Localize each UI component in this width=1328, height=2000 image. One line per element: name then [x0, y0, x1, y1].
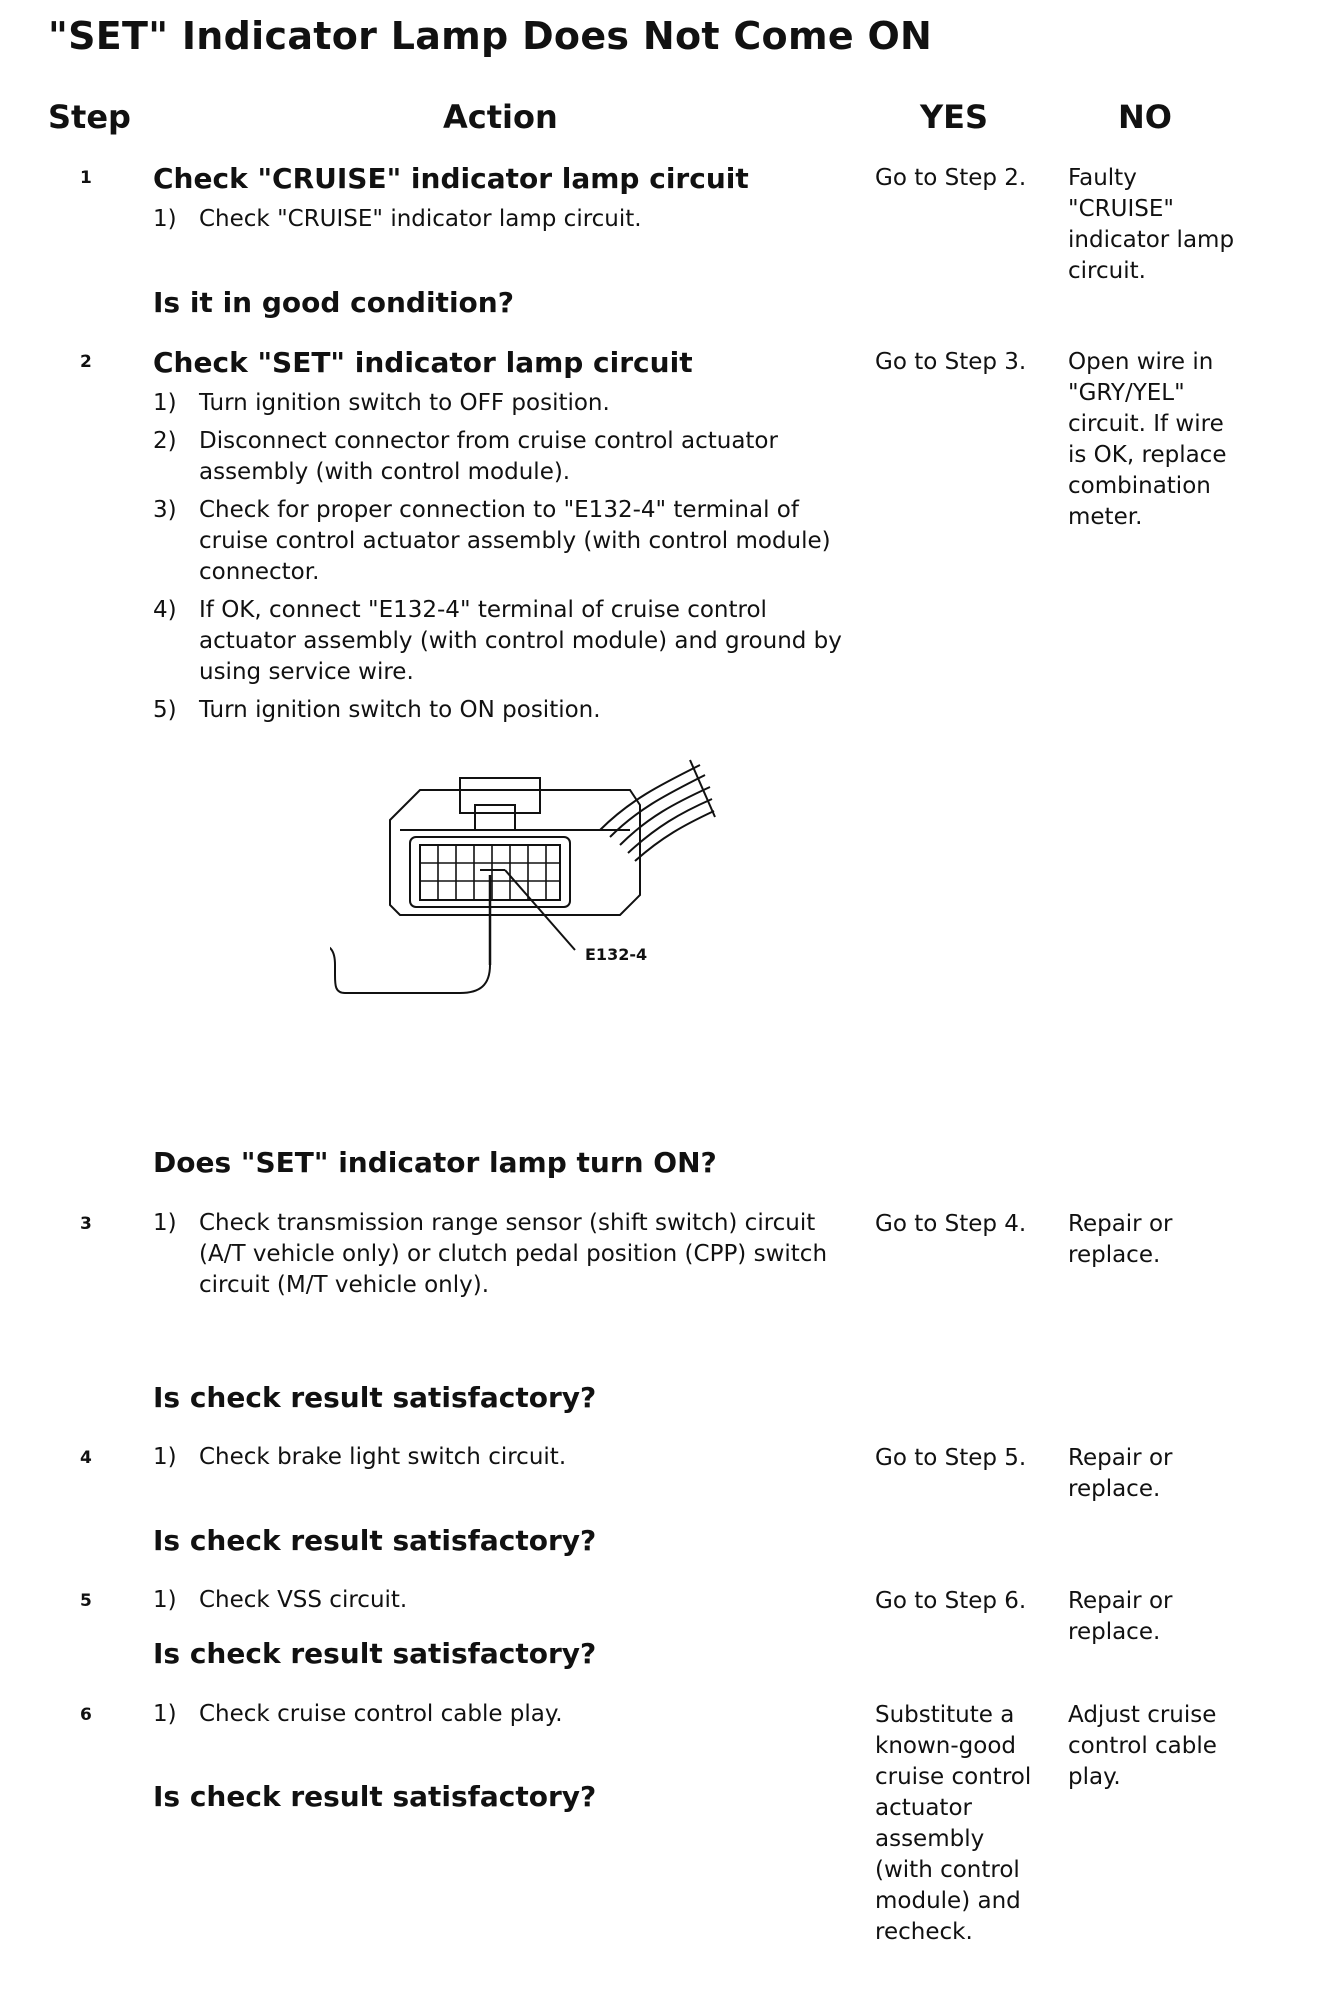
action-item: 1) Check VSS circuit. [153, 1587, 408, 1613]
action-list [153, 388, 843, 733]
terminal-label: E132-4 [585, 945, 648, 964]
no-cell: Repair or replace. [1068, 1588, 1173, 1645]
action-item: 1) Check brake light switch circuit. [153, 1444, 567, 1470]
action-list [153, 1208, 833, 1308]
action-item: 1) Check "CRUISE" indicator lamp circuit. [153, 206, 642, 232]
yes-cell: Go to Step 3. [875, 349, 1027, 375]
step-question: Is check result satisfactory? [153, 1381, 597, 1414]
yes-cell: Go to Step 5. [875, 1445, 1027, 1471]
action-list [153, 204, 853, 242]
yes-cell: Go to Step 4. [875, 1211, 1027, 1237]
no-cell: Faulty "CRUISE" indicator lamp circuit. [1068, 165, 1235, 284]
step-heading: Check "SET" indicator lamp circuit [153, 346, 693, 379]
step-number: 3 [80, 1214, 92, 1234]
step-question: Is check result satisfactory? [153, 1524, 597, 1557]
probe-pointer-line [505, 870, 575, 950]
step-heading: Check "CRUISE" indicator lamp circuit [153, 162, 749, 195]
yes-cell: Substitute a known-good cruise control actuator assembly (with control module) and recheck. [875, 1702, 1032, 1945]
page-title: "SET" Indicator Lamp Does Not Come ON [48, 14, 933, 58]
header-yes: YES [920, 98, 989, 136]
no-cell: Repair or replace. [1068, 1445, 1173, 1502]
step-number: 6 [80, 1705, 92, 1725]
action-item: 1) Check transmission range sensor (shift switch) circuit (A/T vehicle only) or clutch pedal position (CPP) switch circuit (M/T vehicle only). [153, 1210, 828, 1298]
action-list [153, 1699, 853, 1737]
action-list [153, 1442, 853, 1480]
header-no: NO [1118, 98, 1172, 136]
header-step: Step [48, 98, 131, 136]
yes-cell: Go to Step 2. [875, 165, 1027, 191]
action-list [153, 1585, 853, 1623]
step-number: 1 [80, 168, 92, 188]
step-question: Is it in good condition? [153, 286, 514, 319]
no-cell: Repair or replace. [1068, 1211, 1173, 1268]
action-item: 1) Turn ignition switch to OFF position. [153, 390, 610, 416]
action-item: 3) Check for proper connection to "E132-4" terminal of cruise control actuator assembly (with control module) connector. [153, 497, 831, 585]
connector-diagram [330, 745, 730, 1065]
step-question: Is check result satisfactory? [153, 1637, 597, 1670]
no-cell: Open wire in "GRY/YEL" circuit. If wire is OK, replace combination meter. [1068, 349, 1227, 530]
step-number: 5 [80, 1591, 92, 1611]
step-number: 4 [80, 1448, 92, 1468]
connector-latch [460, 778, 540, 813]
latch-tab [475, 805, 515, 830]
step-question: Is check result satisfactory? [153, 1780, 597, 1813]
action-item: 2) Disconnect connector from cruise control actuator assembly (with control module). [153, 428, 778, 485]
action-item: 5) Turn ignition switch to ON position. [153, 697, 601, 723]
yes-cell: Go to Step 6. [875, 1588, 1027, 1614]
no-cell: Adjust cruise control cable play. [1068, 1702, 1217, 1790]
action-item: 4) If OK, connect "E132-4" terminal of cruise control actuator assembly (with control module) and ground by using service wire. [153, 597, 842, 685]
header-action: Action [443, 98, 558, 136]
step-number: 2 [80, 352, 92, 372]
service-wire [330, 945, 490, 993]
step-question: Does "SET" indicator lamp turn ON? [153, 1146, 717, 1179]
action-item: 1) Check cruise control cable play. [153, 1701, 563, 1727]
